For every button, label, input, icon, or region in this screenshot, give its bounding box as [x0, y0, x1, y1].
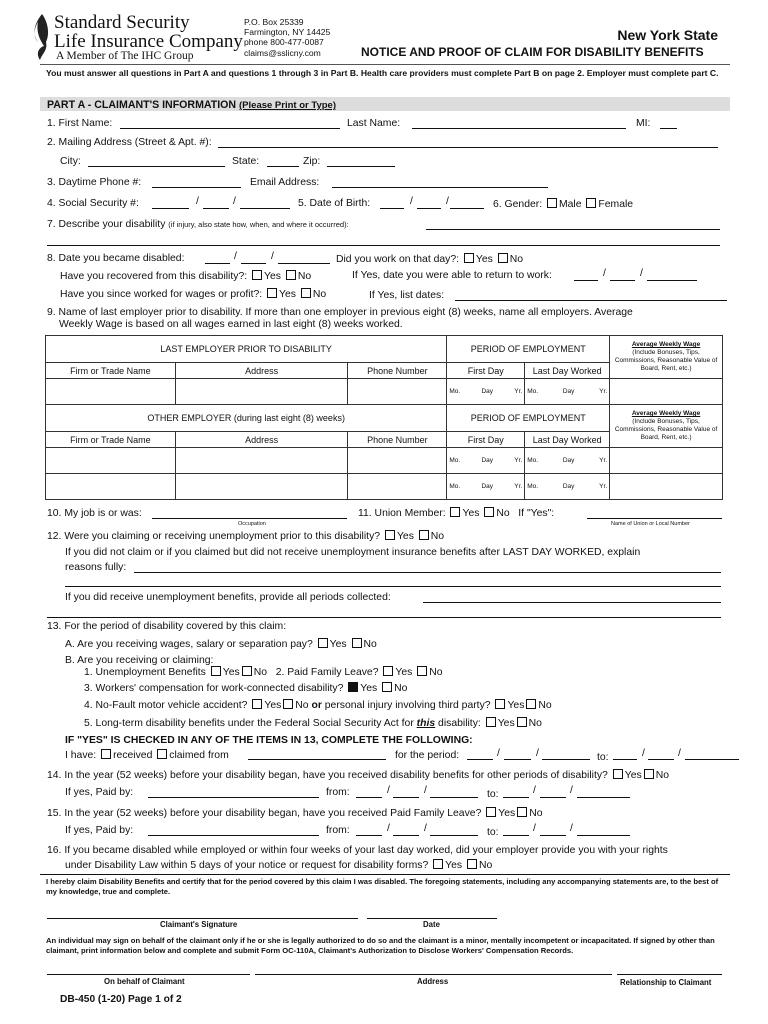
q5-label: 5. Date of Birth:: [298, 198, 371, 209]
q14-from: from:: [326, 787, 350, 798]
q8-worked: Have you since worked for wages or profit?: Yes No: [60, 289, 327, 300]
q11-union: 11. Union Member: Yes No If "Yes":: [358, 508, 555, 519]
slash: /: [642, 748, 645, 759]
q8-work-day: Did you work on that day?: Yes No: [336, 254, 524, 265]
work-day-yes-checkbox[interactable]: [464, 253, 474, 263]
flame-logo-icon: [30, 12, 52, 62]
ssn-1-field[interactable]: [152, 208, 189, 209]
sig-date-field[interactable]: [367, 918, 497, 919]
q13-if-yes: IF "YES" IS CHECKED IN ANY OF THE ITEMS IN 13, COMPLETE THE FOLLOWING:: [65, 735, 473, 746]
claimed-checkbox[interactable]: [157, 749, 167, 759]
pfl-yes-checkbox[interactable]: [383, 666, 393, 676]
email-label: Email Address:: [250, 177, 320, 188]
q1-mi-label: MI:: [636, 118, 651, 129]
unemp-no-checkbox[interactable]: [419, 530, 429, 540]
q15-label: 15. In the year (52 weeks) before your disability began, have you received Paid Family Leave? Yes No: [47, 808, 543, 819]
q14-paid-by: If yes, Paid by:: [65, 787, 134, 798]
behalf-address-field[interactable]: [255, 974, 612, 975]
period-from-mo[interactable]: [467, 759, 493, 760]
union-caption: Name of Union or Local Number: [611, 521, 690, 527]
sig-caption: Claimant's Signature: [160, 920, 238, 929]
q12-line3: reasons fully:: [65, 562, 127, 573]
q4-label: 4. Social Security #:: [47, 198, 139, 209]
city-field[interactable]: [88, 166, 225, 167]
on-behalf-caption: On behalf of Claimant: [104, 977, 185, 986]
avg-wage-header: Average Weekly Wage (Include Bonuses, Tips, Commissions, Reasonable Value of Board, Rent, etc.): [610, 336, 723, 379]
q12-line4: If you did receive unemployment benefits, provide all periods collected:: [65, 592, 391, 603]
avg-wage-header-2: Average Weekly Wage (Include Bonuses, Tips, Commissions, Reasonable Value of Board, Rent, etc.): [610, 405, 723, 448]
dob-day-field[interactable]: [417, 208, 441, 209]
instructions: You must answer all questions in Part A and questions 1 through 3 in Part B. Health care providers must complete Part B on page 2. Employer must complete part C.: [46, 68, 719, 78]
email-field[interactable]: [332, 187, 548, 188]
q15-paid-by: If yes, Paid by:: [65, 825, 134, 836]
wages-yes-checkbox[interactable]: [318, 638, 328, 648]
slash: /: [410, 196, 413, 207]
zip-label: Zip:: [303, 156, 321, 167]
pfl-no-checkbox[interactable]: [417, 666, 427, 676]
slash: /: [570, 785, 573, 796]
q1-label: 1. First Name:: [47, 118, 113, 129]
q15-from-mo[interactable]: [356, 835, 382, 836]
recovered-yes-checkbox[interactable]: [252, 270, 262, 280]
phone-col: Phone Number: [348, 363, 447, 379]
last-day-col: Last Day Worked: [525, 363, 610, 379]
firm-col-2: Firm or Trade Name: [46, 432, 176, 448]
address-caption: Address: [417, 977, 449, 986]
slash: /: [233, 196, 236, 207]
street-field[interactable]: [218, 147, 718, 148]
wages-no-checkbox[interactable]: [352, 638, 362, 648]
relationship-field[interactable]: [617, 974, 722, 975]
q15-to-day[interactable]: [540, 835, 566, 836]
disability-desc-field-1[interactable]: [426, 229, 720, 230]
period-header-2: PERIOD OF EMPLOYMENT: [447, 405, 610, 432]
relationship-caption: Relationship to Claimant: [620, 978, 712, 987]
slash: /: [387, 785, 390, 796]
nofault-no-checkbox[interactable]: [283, 699, 293, 709]
city-label: City:: [60, 156, 81, 167]
occupation-caption: Occupation: [238, 521, 266, 527]
q14-to-yr[interactable]: [577, 797, 630, 798]
dob-yr-field[interactable]: [450, 208, 484, 209]
q14-paid-field[interactable]: [148, 797, 319, 798]
q15-from-yr[interactable]: [430, 835, 478, 836]
q10-label: 10. My job is or was:: [47, 508, 142, 519]
q6-gender: 6. Gender: Male Female: [493, 199, 634, 210]
slash: /: [678, 748, 681, 759]
form-title: NOTICE AND PROOF OF CLAIM FOR DISABILITY BENEFITS: [361, 45, 704, 59]
q13-i-have: I have: received claimed from: [65, 750, 229, 761]
worked-no-checkbox[interactable]: [301, 288, 311, 298]
disabled-mo-field[interactable]: [205, 263, 230, 264]
q14-yes-checkbox[interactable]: [613, 769, 623, 779]
firm-col: Firm or Trade Name: [46, 363, 176, 379]
q14-from-yr[interactable]: [430, 797, 478, 798]
q15-no-checkbox[interactable]: [517, 807, 527, 817]
q14-no-checkbox[interactable]: [644, 769, 654, 779]
certification: I hereby claim Disability Benefits and certify that for the period covered by this claim I was disabled. The foregoing statements, including any accompanying statements are, to the best of my knowledge, true and complete.: [46, 877, 719, 896]
company-address: P.O. Box 25339 Farmington, NY 14425 phone 800-477-0087 claims@sslicny.com: [244, 17, 331, 58]
claimant-signature-field[interactable]: [47, 918, 358, 919]
q13-a: A. Are you receiving wages, salary or separation pay? Yes No: [65, 639, 377, 650]
third-party-no-checkbox[interactable]: [526, 699, 536, 709]
ssa-no-checkbox[interactable]: [517, 717, 527, 727]
for-period-label: for the period:: [395, 750, 460, 761]
unemp-ben-yes-checkbox[interactable]: [211, 666, 221, 676]
q9-label: 9. Name of last employer prior to disability. If more than one employer in previous eight (8) weeks, name all employers. Average: [47, 307, 633, 318]
unemp-yes-checkbox[interactable]: [385, 530, 395, 540]
period-from-yr[interactable]: [542, 759, 590, 760]
union-yes-checkbox[interactable]: [450, 507, 460, 517]
return-day-field[interactable]: [610, 280, 635, 281]
slash: /: [640, 268, 643, 279]
part-a-title: PART A - CLAIMANT'S INFORMATION (Please Print or Type): [47, 99, 336, 111]
worked-dates-field[interactable]: [455, 300, 727, 301]
last-name-field[interactable]: [412, 128, 626, 129]
q13-b3: 3. Workers' compensation for work-connected disability? Yes No: [84, 683, 408, 694]
slash: /: [424, 823, 427, 834]
q8-dates-label: If Yes, list dates:: [369, 290, 445, 301]
ssa-yes-checkbox[interactable]: [486, 717, 496, 727]
q3-label: 3. Daytime Phone #:: [47, 177, 142, 188]
state-label: State:: [232, 156, 260, 167]
q13-label: 13. For the period of disability covered by this claim:: [47, 621, 287, 632]
q1-last-label: Last Name:: [347, 118, 401, 129]
nofault-yes-checkbox[interactable]: [252, 699, 262, 709]
company-name-1: Standard Security: [54, 12, 190, 33]
q16-no-checkbox[interactable]: [467, 859, 477, 869]
period-to-day[interactable]: [648, 759, 674, 760]
phone-field[interactable]: [152, 187, 241, 188]
q12-label: 12. Were you claiming or receiving unemployment prior to this disability? Yes No: [47, 531, 445, 542]
slash: /: [446, 196, 449, 207]
return-yr-field[interactable]: [647, 280, 697, 281]
q15-from-day[interactable]: [393, 835, 419, 836]
q14-from-mo[interactable]: [356, 797, 382, 798]
table-row[interactable]: Mo. Day Yr. Mo. Day Yr.: [46, 474, 723, 500]
slash: /: [424, 785, 427, 796]
employer-table: [45, 335, 723, 500]
q9-label-2: Weekly Wage is based on all wages earned in last eight (8) weeks worked.: [59, 319, 403, 330]
phone-col-2: Phone Number: [348, 432, 447, 448]
received-checkbox[interactable]: [101, 749, 111, 759]
behalf-note: An individual may sign on behalf of the claimant only if he or she is legally authorized to do so and the claimant is a minor, mentally incompetent or incapacitated. If signed by other than claimant, print information below and complete and submit Form OC-110A, Claimant's Authorization to Disclose Workers' Compensation Records.: [46, 936, 715, 955]
company-name-2: Life Insurance Company: [54, 31, 243, 52]
form-footer: DB-450 (1-20) Page 1 of 2: [60, 994, 182, 1005]
company-tagline: A Member of The IHC Group: [56, 50, 194, 62]
recovered-no-checkbox[interactable]: [286, 270, 296, 280]
slash: /: [387, 823, 390, 834]
unemp-periods-field[interactable]: [423, 602, 721, 603]
female-checkbox[interactable]: [586, 198, 596, 208]
q12-line2: If you did not claim or if you claimed but did not receive unemployment insurance benefits after LAST DAY WORKED, explain: [65, 547, 641, 558]
disabled-yr-field[interactable]: [278, 263, 330, 264]
q14-to-day[interactable]: [540, 797, 566, 798]
third-party-yes-checkbox[interactable]: [495, 699, 505, 709]
unemp-ben-no-checkbox[interactable]: [242, 666, 252, 676]
wc-yes-checkbox[interactable]: [348, 682, 358, 692]
slash: /: [603, 268, 606, 279]
reasons-field-1[interactable]: [134, 572, 721, 573]
slash: /: [234, 251, 237, 262]
q8-recovered: Have you recovered from this disability?: Yes No: [60, 271, 312, 282]
male-checkbox[interactable]: [547, 198, 557, 208]
q2-label: 2. Mailing Address (Street & Apt. #):: [47, 137, 212, 148]
first-day-col: First Day: [447, 363, 525, 379]
disability-desc-field-2[interactable]: [47, 245, 720, 246]
q13-b5: 5. Long-term disability benefits under the Federal Social Security Act for this disability: Yes No: [84, 718, 542, 729]
slash: /: [196, 196, 199, 207]
state-field[interactable]: [267, 166, 299, 167]
q15-yes-checkbox[interactable]: [486, 807, 496, 817]
unemp-periods-field-2[interactable]: [47, 617, 721, 618]
union-no-checkbox[interactable]: [484, 507, 494, 517]
union-name-field[interactable]: [587, 518, 722, 519]
slash: /: [570, 823, 573, 834]
q14-from-day[interactable]: [393, 797, 419, 798]
first-day-col-2: First Day: [447, 432, 525, 448]
disabled-day-field[interactable]: [241, 263, 266, 264]
q15-to-yr[interactable]: [577, 835, 630, 836]
q7-label: 7. Describe your disability (if injury, also state how, when, and where it occurred):: [47, 219, 349, 230]
wc-no-checkbox[interactable]: [382, 682, 392, 692]
q14-to: to:: [487, 789, 499, 800]
address-col: Address: [175, 363, 348, 379]
on-behalf-field[interactable]: [47, 974, 250, 975]
last-employer-header: LAST EMPLOYER PRIOR TO DISABILITY: [46, 336, 447, 363]
occupation-field[interactable]: [152, 518, 347, 519]
q16-yes-checkbox[interactable]: [433, 859, 443, 869]
q13-b1: 1. Unemployment Benefits Yes No 2. Paid Family Leave? Yes No: [84, 667, 443, 678]
other-employer-header: OTHER EMPLOYER (during last eight (8) weeks): [46, 405, 447, 432]
first-name-field[interactable]: [120, 128, 340, 129]
state-title: New York State: [617, 27, 718, 43]
worked-yes-checkbox[interactable]: [267, 288, 277, 298]
period-from-day[interactable]: [504, 759, 531, 760]
slash: /: [497, 748, 500, 759]
q13-b: B. Are you receiving or claiming:: [65, 655, 214, 666]
work-day-no-checkbox[interactable]: [498, 253, 508, 263]
period-to-mo[interactable]: [613, 759, 637, 760]
period-header: PERIOD OF EMPLOYMENT: [447, 336, 610, 363]
period-to-yr[interactable]: [685, 759, 739, 760]
q15-to: to:: [487, 827, 499, 838]
zip-field[interactable]: [327, 166, 395, 167]
mi-field[interactable]: [660, 128, 677, 129]
q14-label: 14. In the year (52 weeks) before your disability began, have you received disability benefits for other periods of disability? Yes No: [47, 770, 669, 781]
claimed-from-field[interactable]: [248, 759, 386, 760]
table-row[interactable]: Mo. Day Yr. Mo. Day Yr.: [46, 448, 723, 474]
q8-label: 8. Date you became disabled:: [47, 253, 185, 264]
q16-label-2: under Disability Law within 5 days of your notice or request for disability forms? Yes No: [65, 860, 493, 871]
q15-to-mo[interactable]: [503, 835, 529, 836]
q16-label: 16. If you became disabled while employed or within four weeks of your last day worked, did your employer provide you with your rights: [47, 845, 668, 856]
address-col-2: Address: [175, 432, 348, 448]
q15-paid-field[interactable]: [148, 835, 319, 836]
slash: /: [536, 748, 539, 759]
table-row[interactable]: Mo. Day Yr. Mo. Day Yr.: [46, 379, 723, 405]
to-label: to:: [597, 752, 609, 763]
date-caption: Date: [423, 920, 440, 929]
ssn-2-field[interactable]: [203, 208, 229, 209]
q14-to-mo[interactable]: [503, 797, 529, 798]
slash: /: [533, 823, 536, 834]
return-mo-field[interactable]: [574, 280, 598, 281]
slash: /: [271, 251, 274, 262]
q15-from: from:: [326, 825, 350, 836]
dob-mo-field[interactable]: [380, 208, 404, 209]
q13-b4: 4. No-Fault motor vehicle accident? Yes No or personal injury involving third party? Yes No: [84, 700, 552, 711]
reasons-field-2[interactable]: [65, 586, 721, 587]
last-day-col-2: Last Day Worked: [525, 432, 610, 448]
slash: /: [533, 785, 536, 796]
ssn-3-field[interactable]: [240, 208, 290, 209]
q8-return-label: If Yes, date you were able to return to work:: [352, 270, 552, 281]
